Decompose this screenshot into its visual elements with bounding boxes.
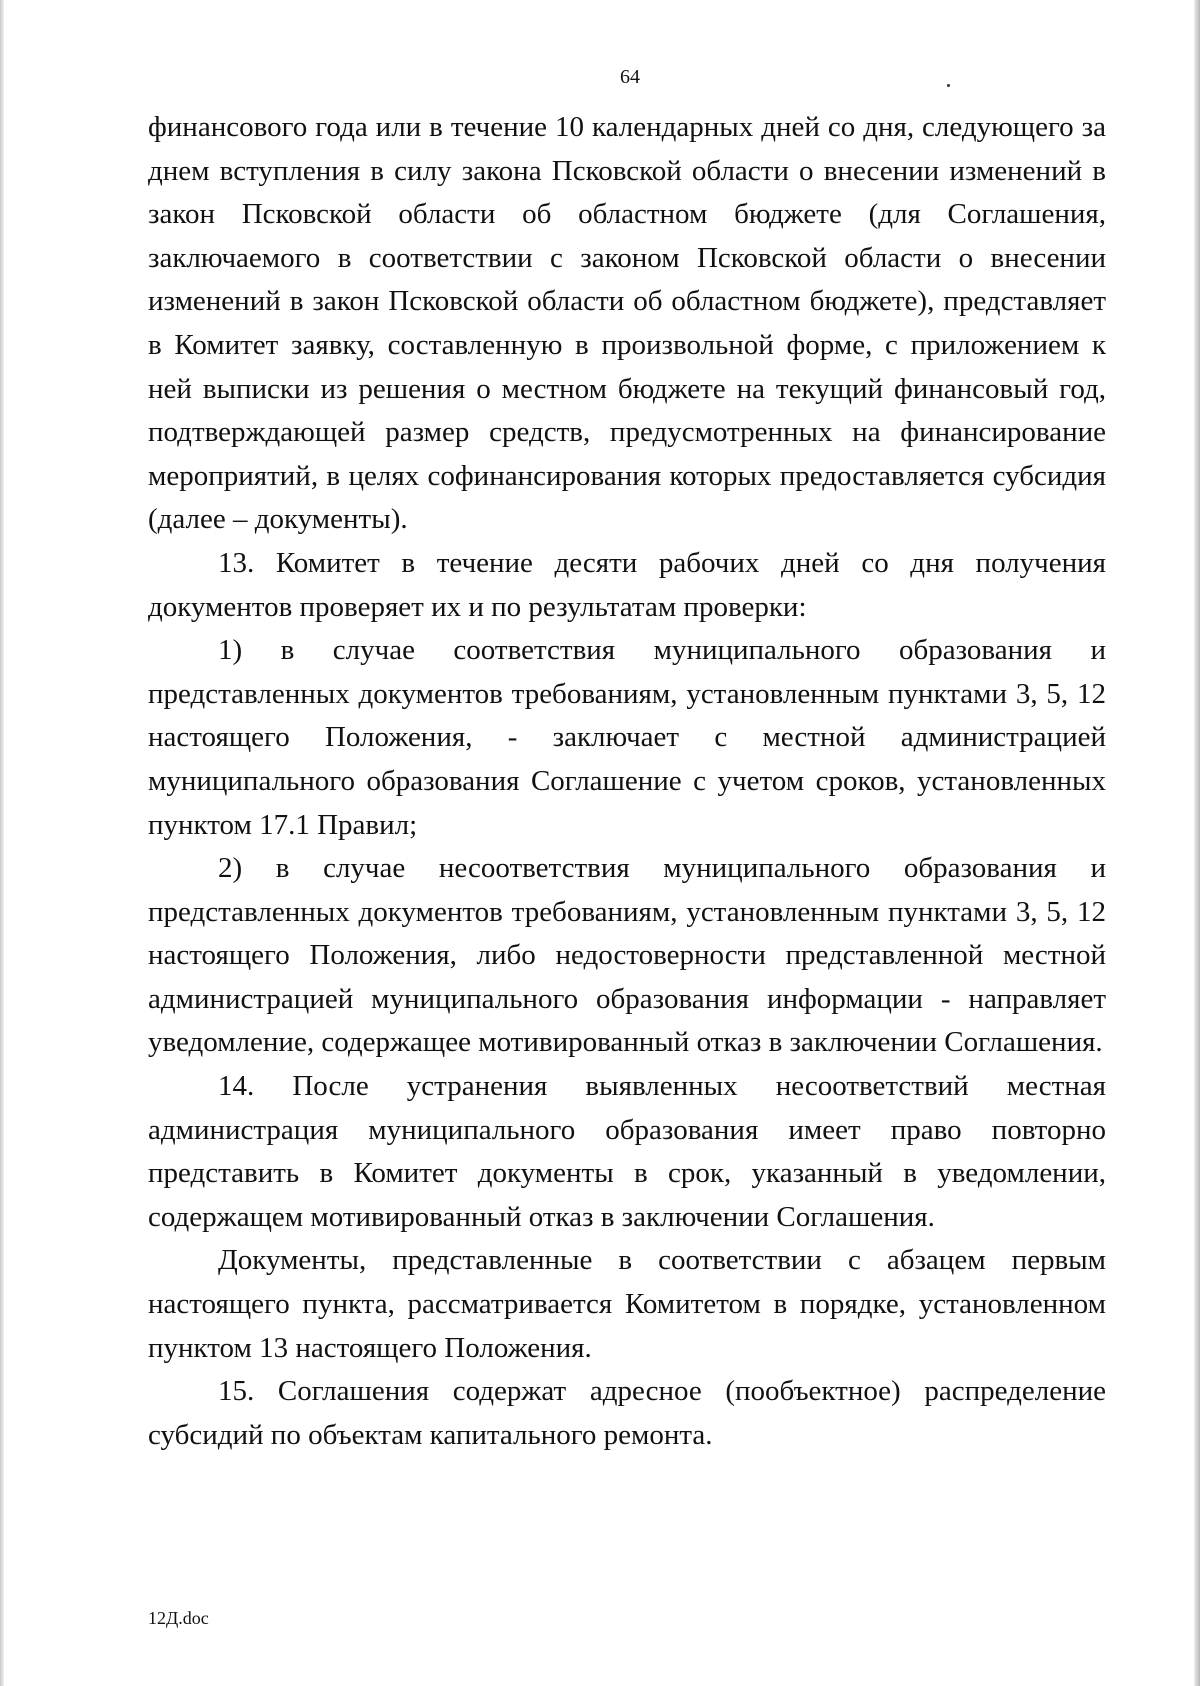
page-number: 64 xyxy=(620,66,640,88)
scan-edge-left xyxy=(0,0,4,1686)
scan-speck xyxy=(947,84,950,87)
paragraph-item-13: 13. Комитет в течение десяти рабочих дней со дня получения документов проверяет их и по результатам проверки: xyxy=(148,546,1106,623)
paragraph-continuation: финансового года или в течение 10 календарных дней со дня, следующего за днем вступления в силу закона Псковской области о внесении изменений в закон Псковской области об областном бюджете (для Соглашения, заключаемого в соответствии с законом Псковской области о внесении изменений в закон Псковской области об областном бюджете), представляет в Комитет заявку, составленную в произвольной форме, с приложением к ней выписки из решения о местном бюджете на текущий финансовый год, подтверждающей размер средств, предусмотренных на финансирование мероприятий, в целях софинансирования которых предоставляется субсидия (далее – документы). xyxy=(148,111,1106,536)
paragraph-item-15: 15. Соглашения содержат адресное (пообъектное) распределение субсидий по объектам капитального ремонта. xyxy=(148,1375,1106,1451)
scan-edge-right xyxy=(1194,0,1200,1686)
paragraph-subitem-2: 2) в случае несоответствия муниципального образования и представленных документов требованиям, установленным пунктами 3, 5, 12 настоящего Положения, либо недостоверности представленной местной администрацией муниципального образования информации - направляет уведомление, содержащее мотивированный отказ в заключении Соглашения. xyxy=(148,852,1106,1059)
paragraph-item-14-second: Документы, представленные в соответствии с абзацем первым настоящего пункта, рассматривается Комитетом в порядке, установленном пунктом 13 настоящего Положения. xyxy=(148,1244,1106,1364)
paragraph-subitem-1: 1) в случае соответствия муниципального образования и представленных документов требованиям, установленным пунктами 3, 5, 12 настоящего Положения, - заключает с местной администрацией муниципального образования Соглашение с учетом сроков, установленных пунктом 17.1 Правил; xyxy=(148,634,1106,841)
paragraph-item-14: 14. После устранения выявленных несоответствий местная администрация муниципального образования имеет право повторно представить в Комитет документы в срок, указанный в уведомлении, содержащем мотивированный отказ в заключении Соглашения. xyxy=(148,1070,1106,1233)
document-body xyxy=(148,106,1106,1457)
footer-filename: 12Д.doc xyxy=(148,1608,209,1628)
